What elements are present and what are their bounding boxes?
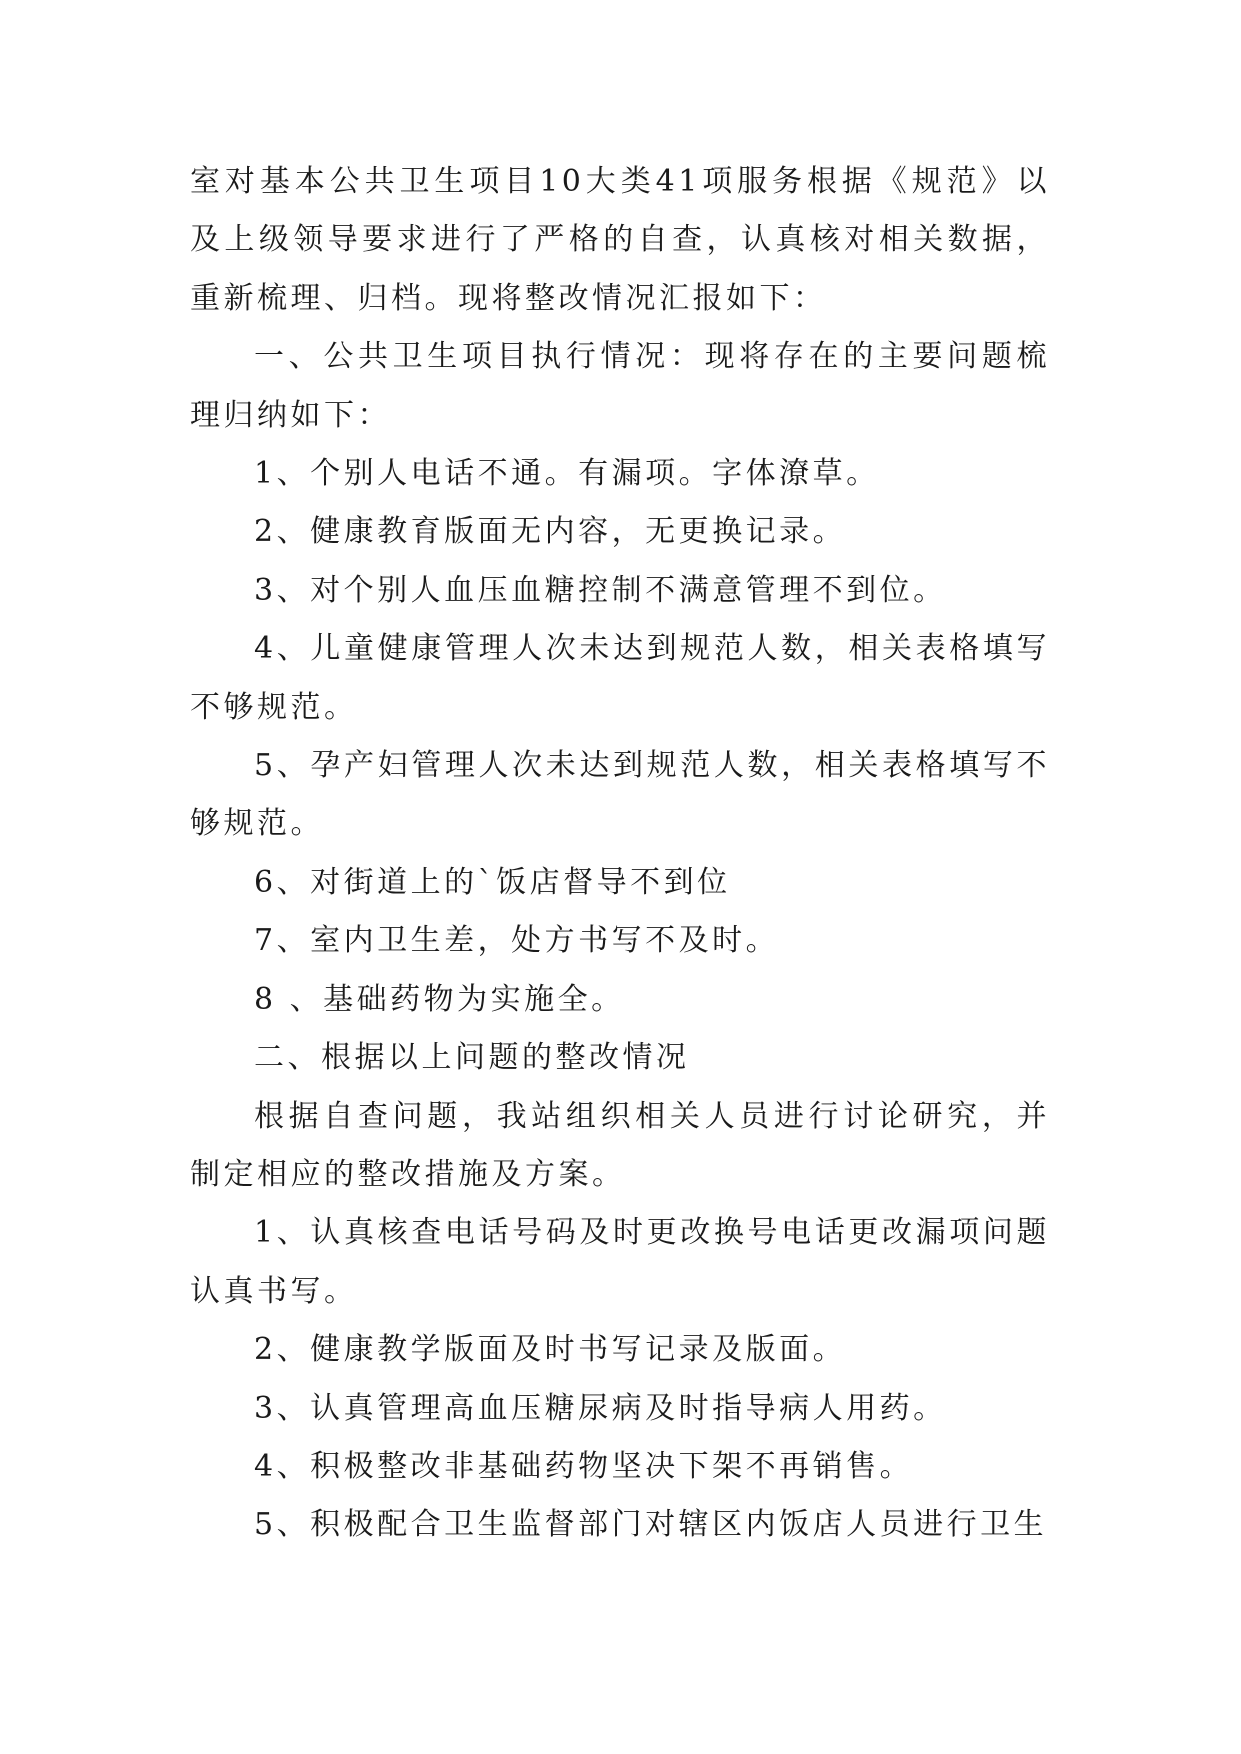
issue-item-4: 4、儿童健康管理人次未达到规范人数，相关表格填写不够规范。	[190, 631, 1050, 725]
measure-item-1: 1、认真核查电话号码及时更改换号电话更改漏项问题认真书写。	[190, 1215, 1050, 1309]
measure-item-3: 3、认真管理高血压糖尿病及时指导病人用药。	[254, 1390, 947, 1426]
issue-item-8: 8 、基础药物为实施全。	[254, 981, 625, 1017]
issue-item-5: 5、孕产妇管理人次未达到规范人数，相关表格填写不够规范。	[190, 748, 1050, 842]
paragraph-intro: 室对基本公共卫生项目10大类41项服务根据《规范》以及上级领导要求进行了严格的自查，认真核对相关数据，重新梳理、归档。现将整改情况汇报如下：	[190, 164, 1050, 316]
measure-item-4: 4、积极整改非基础药物坚决下架不再销售。	[254, 1448, 914, 1484]
issue-item-2: 2、健康教育版面无内容，无更换记录。	[254, 514, 847, 550]
issue-item-1: 1、个别人电话不通。有漏项。字体潦草。	[254, 456, 880, 492]
measure-item-5: 5、积极配合卫生监督部门对辖区内饭店人员进行卫生	[254, 1507, 1048, 1543]
issue-item-3: 3、对个别人血压血糖控制不满意管理不到位。	[254, 572, 947, 608]
section-heading-1: 一、公共卫生项目执行情况：现将存在的主要问题梳理归纳如下：	[190, 339, 1050, 433]
document-body	[190, 153, 1050, 1555]
issue-item-6: 6、对街道上的`饭店督导不到位	[254, 864, 731, 900]
measure-item-2: 2、健康教学版面及时书写记录及版面。	[254, 1332, 847, 1368]
issue-item-7: 7、室内卫生差，处方书写不及时。	[254, 923, 780, 959]
section-heading-2: 二、根据以上问题的整改情况	[254, 1040, 690, 1076]
paragraph-rectification-intro: 根据自查问题，我站组织相关人员进行讨论研究，并制定相应的整改措施及方案。	[190, 1098, 1050, 1192]
